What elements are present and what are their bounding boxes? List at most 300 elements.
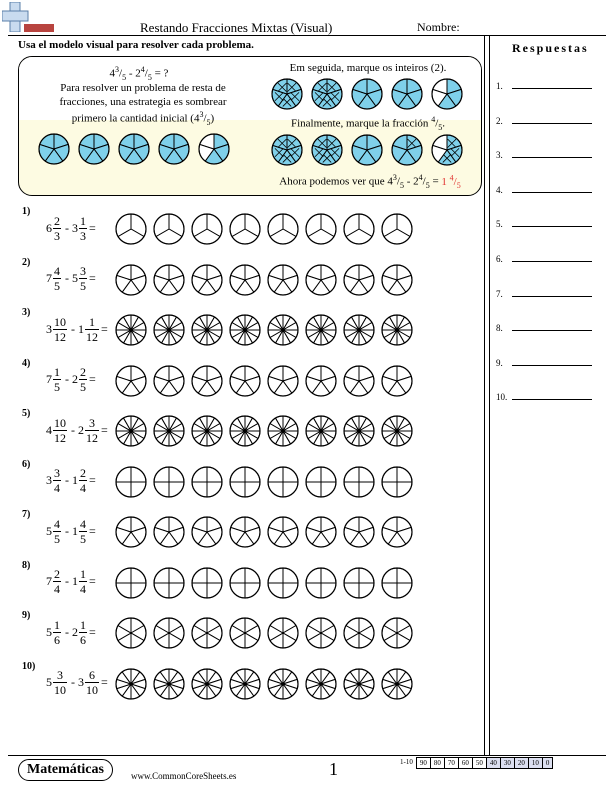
fraction-circle [382,214,412,244]
fraction-circle [344,517,374,547]
fraction [79,365,87,394]
fraction-circle [306,366,336,396]
answer-line[interactable] [512,399,592,400]
whole-part: 1 [72,523,78,538]
answer-number: 1. [496,81,503,91]
fraction-circle [268,517,298,547]
whole-part: 3 [46,473,52,487]
denominator: 5 [80,380,86,394]
minus-sign: - [65,271,69,285]
fraction-circle [306,568,336,598]
problem-expression [46,610,96,654]
fraction-circle [268,265,298,295]
example-start-pie [119,134,149,164]
fraction-circle [116,265,146,295]
denominator: 12 [54,430,66,445]
whole-part: 2 [72,624,78,639]
fraction-circle [382,416,412,446]
fraction-circle [230,669,260,699]
whole-part: 1 [78,321,84,336]
problem-row [22,358,482,408]
denominator: 3 [80,228,86,243]
score-cell: 80 [430,757,445,769]
instructions: Usa el modelo visual para resolver cada problema. [18,39,254,51]
problem-row [22,610,482,660]
example-text-line-2: fracciones, una estrategia es sombrear [59,96,227,108]
answer-row[interactable] [496,146,596,160]
answer-line[interactable] [512,296,592,297]
mixed-number [46,466,62,495]
answer-row[interactable] [496,388,596,402]
answer-line[interactable] [512,261,592,262]
problem-expression [46,459,96,503]
problem-number: 6) [22,458,31,470]
fraction-circle [230,517,260,547]
score-table [398,757,553,769]
fraction-circle [268,214,298,244]
fraction-circle [344,467,374,497]
whole-part: 4 [46,422,52,437]
numerator: 3 [80,264,86,278]
fraction-circle [306,416,336,446]
mixed-number [78,315,100,344]
problem-number: 7) [22,509,31,520]
problem-expression [46,509,96,553]
denominator: 4 [54,481,60,495]
fraction-circle [154,568,184,598]
fraction-circle [192,265,222,295]
numerator: 1 [54,617,60,632]
fraction [85,315,99,344]
numerator: 1 [89,314,95,329]
fraction-circle [192,568,222,598]
denominator: 4 [80,582,86,596]
whole-part: 2 [72,372,78,386]
minus-sign: - [71,422,75,437]
fraction [53,214,61,243]
example-circle-models [19,57,481,195]
example-step3-pie [272,135,302,165]
problem-number: 4) [22,357,31,369]
whole-part: 1 [72,574,78,588]
denominator: 5 [54,380,60,394]
fraction-circle [344,265,374,295]
fraction-circles[interactable] [114,208,424,250]
fraction-circle [116,568,146,598]
example-text-line-1: Para resolver un problema de resta de [60,82,226,94]
fraction-circle [268,568,298,598]
problem-row [22,206,482,256]
fraction-circles[interactable] [114,612,424,654]
fraction-circles[interactable] [114,663,424,705]
mixed-number [72,567,88,596]
fraction-circle [344,315,374,345]
minus-sign: - [65,220,69,235]
mixed-number [72,517,88,546]
problem-row [22,661,482,711]
denominator: 10 [86,683,98,697]
whole-part: 1 [72,473,78,487]
example-text-line-3: primero la cantidad inicial $(4^3/_5)$ [71,110,215,127]
answer-line[interactable] [512,157,592,158]
whole-part: 2 [78,422,84,437]
fraction [85,668,99,697]
fraction-circle [306,467,336,497]
whole-part: 6 [46,220,52,235]
numerator: 2 [80,365,86,379]
denominator: 12 [54,329,66,344]
problem-number: 9) [22,610,31,621]
score-cell: 60 [458,757,473,769]
problem-expression [46,661,108,705]
fraction-circle [382,568,412,598]
denominator: 5 [80,279,86,293]
fraction-circle [306,265,336,295]
numerator: 2 [54,567,60,581]
fraction-circle [116,416,146,446]
fraction-circle [116,315,146,345]
fraction-circle [268,366,298,396]
fraction-circle [192,416,222,446]
problem-number: 5) [22,408,31,419]
fraction-circle [306,517,336,547]
fraction-circle [344,214,374,244]
problem-row [22,459,482,509]
answer-number: 3. [496,150,503,161]
fraction-circle [268,467,298,497]
answer-number: 8. [496,323,503,334]
answer-row[interactable] [496,112,596,126]
mixed-number [72,466,88,495]
fraction-circle [154,265,184,295]
problem-row [22,408,482,458]
numerator: 4 [54,516,60,531]
header-rule [8,35,606,36]
fraction [79,214,87,243]
fraction-circle [306,669,336,699]
mixed-number [78,668,100,697]
denominator: 4 [80,481,86,495]
site-url: www.CommonCoreSheets.es [131,771,237,781]
problem-expression [46,560,96,604]
example-step3-pie [352,135,382,165]
problem-expression [46,257,96,301]
problem-expression [46,408,108,452]
minus-sign: - [71,675,75,689]
problem-number: 2) [22,256,31,268]
numerator: 6 [89,668,95,682]
denominator: 12 [86,430,98,445]
answer-number: 7. [496,288,503,299]
mixed-number [78,416,100,445]
example-step2-pie [352,79,382,109]
denominator: 5 [54,531,60,546]
fraction-circle [382,618,412,648]
fraction-circle [192,618,222,648]
problem-row [22,509,482,559]
mixed-number [46,365,62,394]
fraction [53,668,67,697]
fraction [85,416,99,445]
answer-column-divider [484,35,485,755]
fraction-circles[interactable] [114,360,424,402]
score-cell: 40 [486,757,501,769]
plus-logo-icon [2,2,54,32]
score-cell: 70 [444,757,459,769]
mixed-number [46,517,62,546]
answer-line[interactable] [512,192,592,193]
numerator: 1 [80,213,86,228]
example-step-3: Finalmente, marque la fracción $^4/_5$. [290,115,445,132]
answer-row[interactable] [496,215,596,229]
fraction-circle [154,467,184,497]
answer-row[interactable] [496,77,596,91]
fraction-circle [382,315,412,345]
fraction-circle [344,568,374,598]
example-expression: $4^3/_5 - 2^4/_5$ = ? [109,65,169,82]
problem-number: 8) [22,559,31,571]
equals-sign: = [89,523,96,538]
answer-line[interactable] [512,123,592,124]
denominator: 5 [54,279,60,293]
denominator: 12 [86,329,98,344]
fraction-circle [192,366,222,396]
answer-row[interactable] [496,285,596,299]
fraction-circle [154,315,184,345]
numerator: 10 [54,415,66,430]
problem-number: 3) [22,307,31,318]
footer-rule [8,755,606,756]
whole-part: 7 [46,574,52,588]
mixed-number [72,264,88,293]
fraction-circle [382,517,412,547]
mixed-number [46,567,62,596]
answer-row[interactable] [496,354,596,368]
answer-line[interactable] [512,88,592,89]
answer-line[interactable] [512,365,592,366]
example-step2-pie [392,79,422,109]
denominator: 6 [80,632,86,647]
whole-part: 5 [46,624,52,639]
fraction-circle [306,214,336,244]
whole-part: 3 [72,220,78,235]
problem-expression [46,307,108,351]
fraction-circles[interactable] [114,309,424,351]
fraction-circles[interactable] [114,461,424,503]
fraction [53,416,67,445]
fraction-circle [306,618,336,648]
minus-sign: - [71,321,75,336]
mixed-number [46,214,62,243]
mixed-number [46,618,62,647]
whole-part: 5 [72,271,78,285]
example-step3-pie [432,135,462,165]
mixed-number [46,668,68,697]
numerator: 1 [80,617,86,632]
example-step-2: Em seguida, marque os inteiros (2). [289,62,447,74]
fraction-circle [268,416,298,446]
example-conclusion: Ahora podemos ver que $4^3/_5 - 2^4/_5 = 1$ $^4/_5$ [279,173,461,190]
equals-sign: = [89,372,96,386]
mixed-number [72,365,88,394]
answers-title: Respuestas [512,41,589,55]
whole-part: 3 [78,675,84,689]
fraction-circle [154,416,184,446]
fraction-circle [230,416,260,446]
example-step3-pie [312,135,342,165]
numerator: 10 [54,314,66,329]
fraction [53,315,67,344]
fraction-circle [230,366,260,396]
fraction [79,567,87,596]
example-start-pie [39,134,69,164]
equals-sign: = [101,321,108,336]
problem-row [22,257,482,307]
answer-number: 10. [496,392,508,403]
denominator: 4 [54,582,60,596]
fraction-circle [116,517,146,547]
fraction-circle [116,618,146,648]
fraction [53,517,61,546]
page-number: 1 [329,759,338,779]
problem-expression [46,358,96,402]
example-step2-pie [432,79,462,109]
problem-number: 1) [22,206,31,217]
fraction-circle [344,618,374,648]
equals-sign: = [89,220,96,235]
numerator: 2 [54,213,60,228]
numerator: 1 [54,365,60,379]
fraction-circle [382,669,412,699]
fraction-circle [116,669,146,699]
fraction-circle [192,214,222,244]
example-start-pie [79,134,109,164]
fraction-circles[interactable] [114,511,424,553]
answer-column-divider-2 [489,35,490,755]
equals-sign: = [101,422,108,437]
whole-part: 7 [46,271,52,285]
fraction-circle [154,669,184,699]
denominator: 3 [54,228,60,243]
answer-number: 4. [496,184,503,195]
mixed-number [46,315,68,344]
fraction-circle [116,214,146,244]
fraction-circle [306,315,336,345]
numerator: 3 [89,415,95,430]
fraction-circle [154,517,184,547]
mixed-number [72,214,88,243]
whole-part: 5 [46,675,52,689]
fraction-circle [230,467,260,497]
problem-row [22,560,482,610]
fraction-circle [192,669,222,699]
answer-row[interactable] [496,319,596,333]
fraction [53,466,61,495]
fraction-circle [382,366,412,396]
score-cell: 50 [472,757,487,769]
fraction-circle [344,366,374,396]
score-cell: 90 [416,757,431,769]
fraction [53,264,61,293]
problem-row [22,307,482,357]
score-cell: 10 [528,757,543,769]
answer-number: 2. [496,115,503,126]
worksheet-title: Restando Fracciones Mixtas (Visual) [140,20,333,35]
fraction-circle [382,467,412,497]
fraction-circles[interactable] [114,259,424,301]
answer-row[interactable] [496,181,596,195]
fraction-circle [268,315,298,345]
score-cell: 30 [500,757,515,769]
fraction-circle [116,366,146,396]
mixed-number [72,618,88,647]
whole-part: 5 [46,523,52,538]
denominator: 10 [54,683,66,697]
example-step2-pie [272,79,302,109]
answer-line[interactable] [512,330,592,331]
numerator: 3 [57,668,63,682]
answer-row[interactable] [496,250,596,264]
fraction-circle [382,265,412,295]
fraction-circle [230,315,260,345]
example-start-pie [159,134,189,164]
example-step2-pie [312,79,342,109]
example-step3-pie [392,135,422,165]
answer-number: 9. [496,357,503,368]
denominator: 6 [54,632,60,647]
minus-sign: - [65,473,69,487]
score-cell: 0 [542,757,554,769]
whole-part: 3 [46,321,52,336]
fraction [79,517,87,546]
numerator: 1 [80,567,86,581]
fraction [79,264,87,293]
fraction [53,618,61,647]
numerator: 3 [54,466,60,480]
equals-sign: = [101,675,108,689]
fraction [53,567,61,596]
equals-sign: = [89,271,96,285]
minus-sign: - [65,523,69,538]
fraction-circle [192,315,222,345]
fraction-circles[interactable] [114,410,424,452]
score-cell: 20 [514,757,529,769]
whole-part: 7 [46,372,52,386]
fraction-circle [230,618,260,648]
numerator: 2 [80,466,86,480]
answer-number: 6. [496,254,503,264]
example-start-pie [199,134,229,164]
fraction-circle [154,214,184,244]
mixed-number [46,264,62,293]
minus-sign: - [65,372,69,386]
fraction-circle [192,517,222,547]
fraction-circle [154,618,184,648]
fraction-circle [230,265,260,295]
fraction-circle [192,467,222,497]
fraction-circle [230,214,260,244]
subject-badge: Matemáticas [18,759,113,781]
fraction-circle [268,669,298,699]
problem-expression [46,206,96,250]
equals-sign: = [89,473,96,487]
problem-number: 10) [22,660,36,672]
example-box [18,56,482,196]
fraction-circles[interactable] [114,562,424,604]
numerator: 4 [80,516,86,531]
numerator: 4 [54,264,60,278]
answer-line[interactable] [512,226,592,227]
